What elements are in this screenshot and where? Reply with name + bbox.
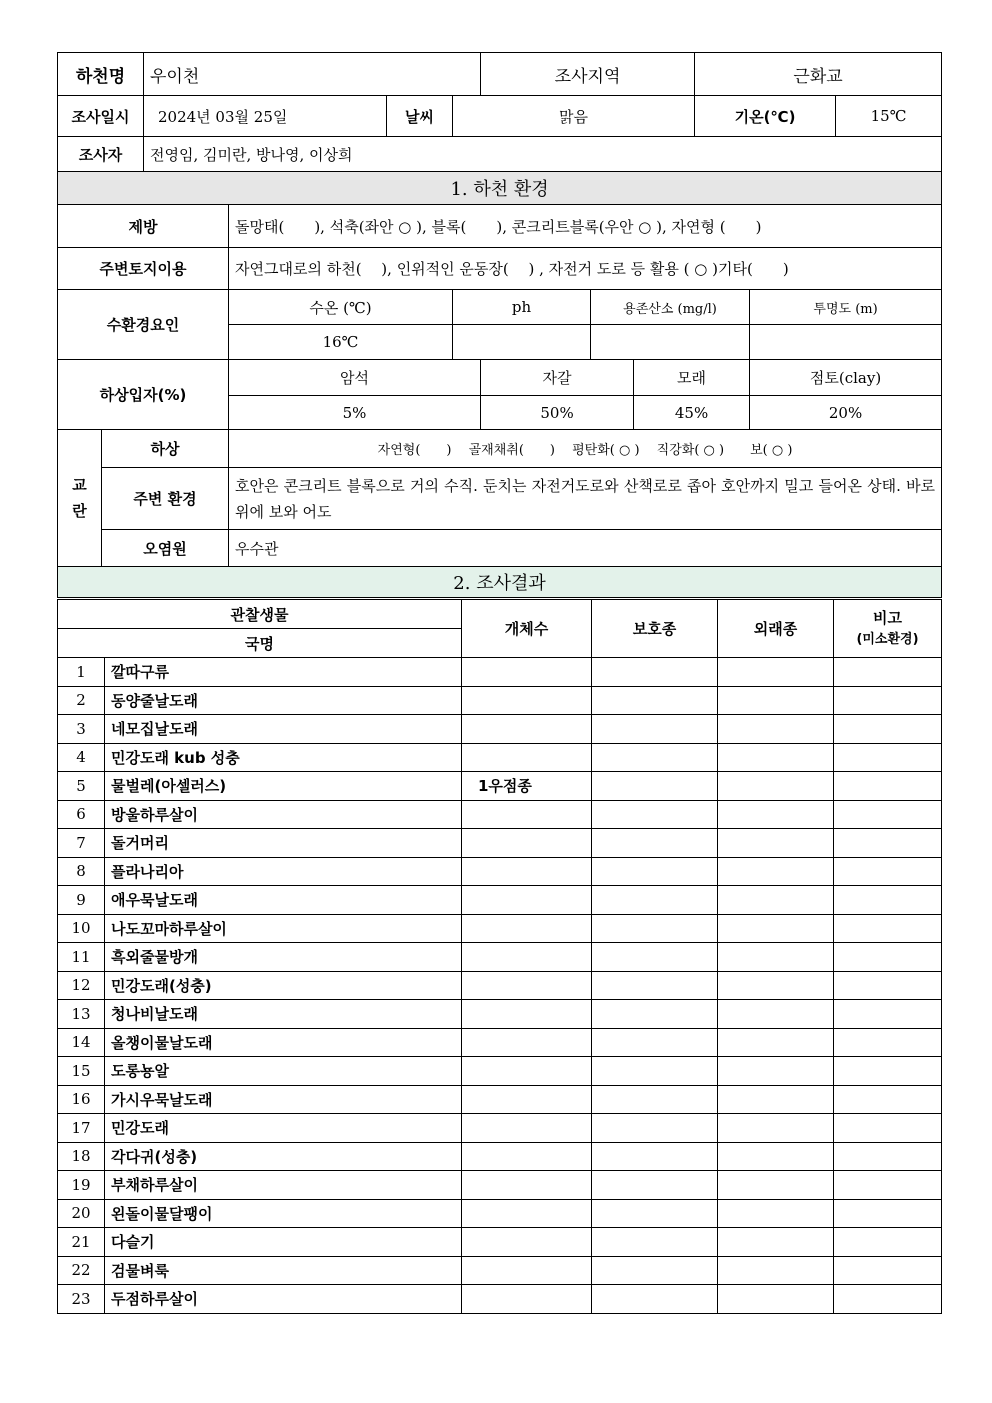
protected-cell	[592, 914, 718, 943]
protected-cell	[592, 800, 718, 829]
row-number: 14	[58, 1028, 105, 1057]
row-number: 6	[58, 800, 105, 829]
row-number: 17	[58, 1114, 105, 1143]
results-body	[58, 658, 942, 1314]
table-row	[58, 1199, 942, 1228]
note-cell	[834, 943, 942, 972]
species-count	[462, 1057, 592, 1086]
alien-cell	[718, 715, 834, 744]
row-number: 15	[58, 1057, 105, 1086]
row-number: 13	[58, 1000, 105, 1029]
species-count	[462, 1285, 592, 1314]
species-count	[462, 1000, 592, 1029]
transparency-value	[750, 325, 942, 360]
species-count	[462, 886, 592, 915]
alien-cell	[718, 1028, 834, 1057]
note-cell	[834, 1142, 942, 1171]
riverbed-value: 자연형( ) 골재채취( ) 평탄화( ○ ) 직강화( ○ ) 보( ○ )	[229, 430, 942, 468]
table-row	[58, 1142, 942, 1171]
section1-title: 1. 하천 환경	[58, 172, 942, 205]
alien-cell	[718, 743, 834, 772]
river-name-label: 하천명	[58, 53, 144, 96]
protected-cell	[592, 1057, 718, 1086]
table-row	[58, 1171, 942, 1200]
transparency-header: 투명도 (m)	[750, 290, 942, 325]
table-row	[58, 1228, 942, 1257]
surveyor-label: 조사자	[58, 137, 144, 172]
protected-cell	[592, 1085, 718, 1114]
row-number: 21	[58, 1228, 105, 1257]
protected-cell	[592, 1171, 718, 1200]
species-name: 가시우묵날도래	[105, 1085, 462, 1114]
row-number: 9	[58, 886, 105, 915]
gravel-value: 50%	[481, 396, 634, 430]
embankment-label: 제방	[58, 205, 229, 248]
species-name: 다슬기	[105, 1228, 462, 1257]
table-row	[58, 1028, 942, 1057]
water-temp-header: 수온 (℃)	[229, 290, 453, 325]
observed-header: 관찰생물	[58, 600, 462, 629]
species-count	[462, 1085, 592, 1114]
protected-cell	[592, 1285, 718, 1314]
protected-cell	[592, 971, 718, 1000]
alien-cell	[718, 914, 834, 943]
species-count	[462, 857, 592, 886]
surround-label: 주변 환경	[102, 468, 229, 530]
species-name: 나도꼬마하루살이	[105, 914, 462, 943]
riverbed-label: 하상	[102, 430, 229, 468]
table-row	[58, 1057, 942, 1086]
note-cell	[834, 1285, 942, 1314]
species-name: 민강도래 kub 성충	[105, 743, 462, 772]
species-name: 돌거머리	[105, 829, 462, 858]
alien-cell	[718, 686, 834, 715]
weather-value: 맑음	[453, 96, 695, 137]
dissolved-oxygen-value	[591, 325, 750, 360]
species-count	[462, 1142, 592, 1171]
sand-header: 모래	[634, 360, 750, 396]
gravel-header: 자갈	[481, 360, 634, 396]
surveyor-value: 전영임, 김미란, 방나영, 이상희	[144, 137, 942, 172]
table-row	[58, 1114, 942, 1143]
alien-cell	[718, 1199, 834, 1228]
species-name: 물벌레(아셀러스)	[105, 772, 462, 801]
alien-cell	[718, 1256, 834, 1285]
note-cell	[834, 715, 942, 744]
table-row	[58, 1285, 942, 1314]
count-header: 개체수	[462, 600, 592, 658]
dissolved-oxygen-header: 용존산소 (mg/l)	[591, 290, 750, 325]
species-name: 민강도래(성충)	[105, 971, 462, 1000]
table-row	[58, 686, 942, 715]
note-cell	[834, 1057, 942, 1086]
alien-cell	[718, 943, 834, 972]
alien-cell	[718, 1228, 834, 1257]
note-cell	[834, 886, 942, 915]
species-name: 검물벼룩	[105, 1256, 462, 1285]
species-count: 1우점종	[462, 772, 592, 801]
species-name: 청나비날도래	[105, 1000, 462, 1029]
alien-cell	[718, 1142, 834, 1171]
note-cell	[834, 971, 942, 1000]
table-row	[58, 943, 942, 972]
note-cell	[834, 1171, 942, 1200]
protected-cell	[592, 829, 718, 858]
species-name: 각다귀(성충)	[105, 1142, 462, 1171]
note-cell	[834, 1228, 942, 1257]
table-row	[58, 715, 942, 744]
species-count	[462, 914, 592, 943]
row-number: 16	[58, 1085, 105, 1114]
table-row	[58, 658, 942, 687]
sand-value: 45%	[634, 396, 750, 430]
species-name: 민강도래	[105, 1114, 462, 1143]
alien-cell	[718, 857, 834, 886]
row-number: 3	[58, 715, 105, 744]
rock-value: 5%	[229, 396, 481, 430]
survey-area-label: 조사지역	[481, 53, 695, 96]
species-name: 동양줄날도래	[105, 686, 462, 715]
note-cell	[834, 1199, 942, 1228]
table-row	[58, 1000, 942, 1029]
clay-header: 점토(clay)	[750, 360, 942, 396]
row-number: 20	[58, 1199, 105, 1228]
protected-cell	[592, 1228, 718, 1257]
temperature-label: 기온(℃)	[695, 96, 836, 137]
table-row	[58, 772, 942, 801]
species-count	[462, 715, 592, 744]
alien-cell	[718, 1285, 834, 1314]
species-count	[462, 971, 592, 1000]
note-cell	[834, 658, 942, 687]
species-count	[462, 1256, 592, 1285]
note-cell	[834, 857, 942, 886]
rock-header: 암석	[229, 360, 481, 396]
survey-area-value: 근화교	[695, 53, 942, 96]
note-cell	[834, 1000, 942, 1029]
alien-cell	[718, 971, 834, 1000]
species-count	[462, 743, 592, 772]
korean-name-header: 국명	[58, 629, 462, 658]
table-row	[58, 857, 942, 886]
results-table	[57, 599, 942, 1314]
protected-cell	[592, 943, 718, 972]
alien-cell	[718, 1057, 834, 1086]
alien-cell	[718, 772, 834, 801]
temperature-value: 15℃	[836, 96, 942, 137]
note-cell	[834, 1256, 942, 1285]
species-name: 왼돌이물달팽이	[105, 1199, 462, 1228]
protected-cell	[592, 743, 718, 772]
species-name: 흑외줄물방개	[105, 943, 462, 972]
row-number: 11	[58, 943, 105, 972]
row-number: 23	[58, 1285, 105, 1314]
note-cell	[834, 800, 942, 829]
alien-cell	[718, 1171, 834, 1200]
note-cell	[834, 1085, 942, 1114]
protected-cell	[592, 1114, 718, 1143]
bed-particle-label: 하상입자(%)	[58, 360, 229, 430]
species-name: 깔따구류	[105, 658, 462, 687]
surround-value: 호안은 콘크리트 블록으로 거의 수직. 둔치는 자전거도로와 산책로로 좁아 호안까지 밀고 들어온 상태. 바로 위에 보와 어도	[229, 468, 942, 530]
protected-cell	[592, 857, 718, 886]
note-cell	[834, 772, 942, 801]
species-name: 방울하루살이	[105, 800, 462, 829]
survey-date-value: 2024년 03월 25일	[144, 96, 387, 137]
note-cell	[834, 743, 942, 772]
landuse-value: 자연그대로의 하천( ), 인위적인 운동장( ) , 자전거 도로 등 활용 ( ○ )기타( )	[229, 248, 942, 290]
row-number: 19	[58, 1171, 105, 1200]
row-number: 7	[58, 829, 105, 858]
row-number: 18	[58, 1142, 105, 1171]
table-row	[58, 886, 942, 915]
row-number: 5	[58, 772, 105, 801]
ph-header: ph	[453, 290, 591, 325]
table-row	[58, 743, 942, 772]
protected-cell	[592, 772, 718, 801]
embankment-value: 돌망태( ), 석축(좌안 ○ ), 블록( ), 콘크리트블록(우안 ○ ), 자연형 ( )	[229, 205, 942, 248]
alien-cell	[718, 658, 834, 687]
species-count	[462, 829, 592, 858]
alien-header: 외래종	[718, 600, 834, 658]
species-name: 두점하루살이	[105, 1285, 462, 1314]
protected-cell	[592, 1028, 718, 1057]
protected-cell	[592, 686, 718, 715]
alien-cell	[718, 800, 834, 829]
protected-cell	[592, 658, 718, 687]
species-count	[462, 1199, 592, 1228]
note-header	[834, 600, 942, 658]
note-header-title: 비고	[873, 608, 902, 627]
row-number: 4	[58, 743, 105, 772]
species-count	[462, 943, 592, 972]
note-cell	[834, 1114, 942, 1143]
protected-cell	[592, 1256, 718, 1285]
row-number: 10	[58, 914, 105, 943]
alien-cell	[718, 829, 834, 858]
pollution-value: 우수관	[229, 530, 942, 567]
protected-cell	[592, 886, 718, 915]
species-count	[462, 1228, 592, 1257]
protected-cell	[592, 1142, 718, 1171]
river-name-value: 우이천	[144, 53, 481, 96]
table-row	[58, 914, 942, 943]
weather-label: 날씨	[387, 96, 453, 137]
table-row	[58, 829, 942, 858]
alien-cell	[718, 886, 834, 915]
row-number: 2	[58, 686, 105, 715]
table-row	[58, 971, 942, 1000]
ph-value	[453, 325, 591, 360]
note-cell	[834, 914, 942, 943]
species-count	[462, 800, 592, 829]
water-factor-label: 수환경요인	[58, 290, 229, 360]
section2-title: 2. 조사결과	[58, 567, 942, 598]
row-number: 12	[58, 971, 105, 1000]
row-number: 22	[58, 1256, 105, 1285]
disturbance-label: 교란	[58, 430, 102, 567]
alien-cell	[718, 1000, 834, 1029]
alien-cell	[718, 1085, 834, 1114]
row-number: 8	[58, 857, 105, 886]
species-name: 올챙이물날도래	[105, 1028, 462, 1057]
note-cell	[834, 686, 942, 715]
species-name: 도롱뇽알	[105, 1057, 462, 1086]
note-cell	[834, 829, 942, 858]
table-row	[58, 1085, 942, 1114]
protected-cell	[592, 1000, 718, 1029]
species-count	[462, 686, 592, 715]
clay-value: 20%	[750, 396, 942, 430]
environment-table	[57, 52, 942, 598]
species-count	[462, 1171, 592, 1200]
note-header-sub: (미소환경)	[856, 631, 919, 647]
table-row	[58, 800, 942, 829]
species-name: 네모집날도래	[105, 715, 462, 744]
survey-date-label: 조사일시	[58, 96, 144, 137]
pollution-label: 오염원	[102, 530, 229, 567]
table-row	[58, 1256, 942, 1285]
species-count	[462, 658, 592, 687]
protected-header: 보호종	[592, 600, 718, 658]
protected-cell	[592, 1199, 718, 1228]
alien-cell	[718, 1114, 834, 1143]
landuse-label: 주변토지이용	[58, 248, 229, 290]
species-name: 플라나리아	[105, 857, 462, 886]
species-count	[462, 1028, 592, 1057]
species-count	[462, 1114, 592, 1143]
row-number: 1	[58, 658, 105, 687]
species-name: 부채하루살이	[105, 1171, 462, 1200]
species-name: 애우묵날도래	[105, 886, 462, 915]
protected-cell	[592, 715, 718, 744]
note-cell	[834, 1028, 942, 1057]
water-temp-value: 16℃	[229, 325, 453, 360]
